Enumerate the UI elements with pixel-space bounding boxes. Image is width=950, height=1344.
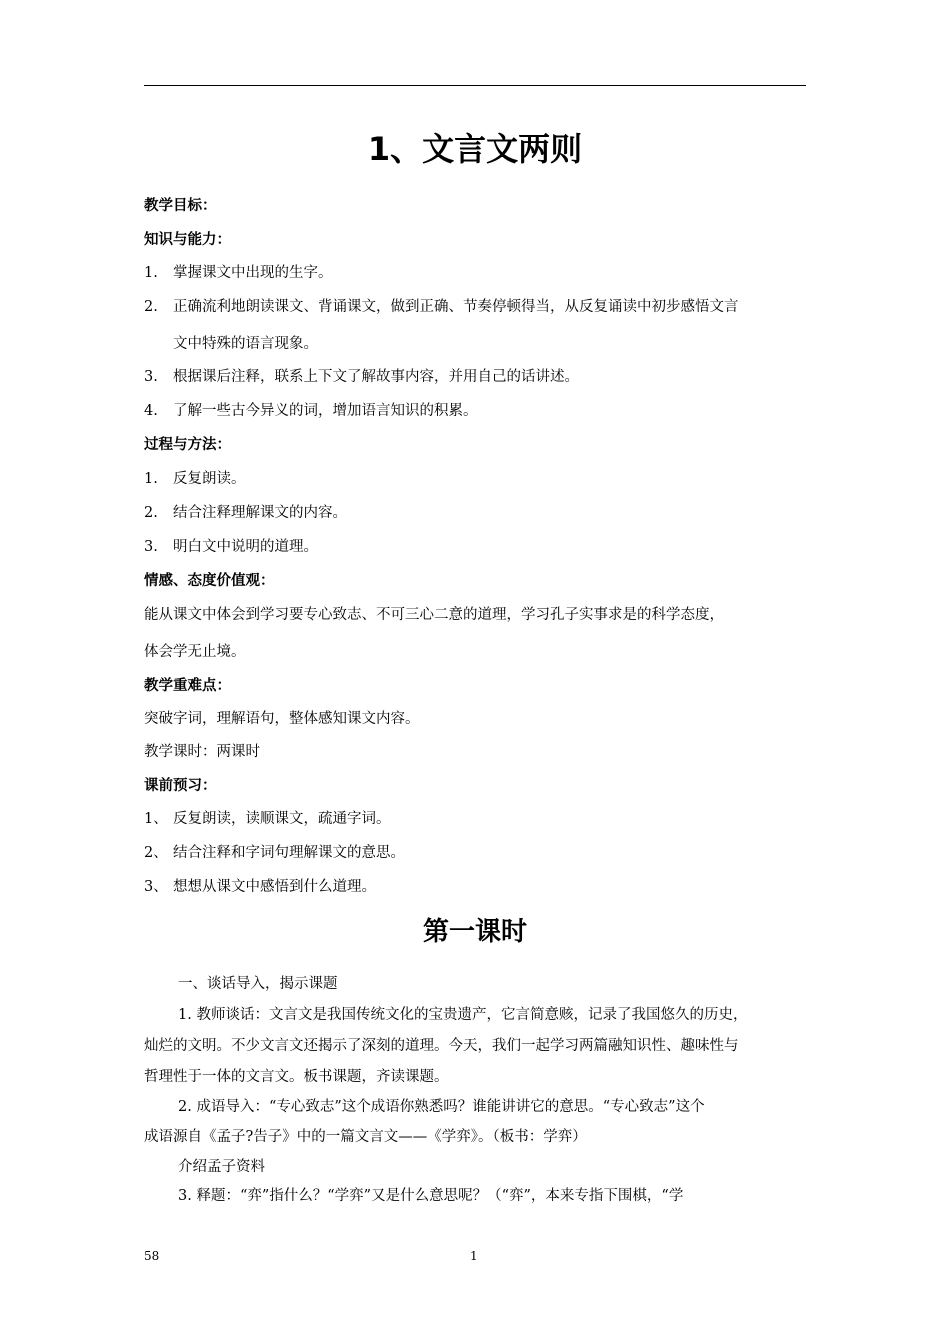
- difficulty-heading: 教学重难点：: [144, 678, 231, 694]
- list-number: 3、: [144, 879, 168, 895]
- list-text: 正确流利地朗读课文、背诵课文，做到正确、节奏停顿得当，从反复诵读中初步感悟文言: [173, 299, 739, 315]
- header-rule: [144, 85, 806, 86]
- emotion-line-2: 体会学无止境。: [144, 644, 246, 660]
- knowledge-item-3: [144, 367, 806, 387]
- process-heading: 过程与方法：: [144, 437, 231, 453]
- process-item-1: [144, 469, 806, 489]
- knowledge-item-2: [144, 297, 806, 317]
- body-line-4: 哲理性于一体的文言文。板书课题，齐读课题。: [144, 1069, 449, 1085]
- list-text: 结合注释和字词句理解课文的意思。: [173, 845, 405, 861]
- list-number: 2.: [144, 505, 158, 521]
- preview-heading: 课前预习：: [144, 778, 217, 794]
- knowledge-item-2-continued: 文中特殊的语言现象。: [173, 336, 318, 352]
- list-text: 明白文中说明的道理。: [173, 539, 318, 555]
- list-text: 了解一些古今异义的词，增加语言知识的积累。: [173, 403, 478, 419]
- body-line-8: 3. 释题：“弈”指什么？“学弈”又是什么意思呢？（“弈”，本来专指下围棋，“学: [178, 1188, 684, 1204]
- list-number: 1、: [144, 811, 168, 827]
- page-number: 1: [470, 1249, 478, 1263]
- list-number: 2.: [144, 299, 158, 315]
- list-text: 反复朗读。: [173, 471, 246, 487]
- list-number: 2、: [144, 845, 168, 861]
- list-number: 3.: [144, 369, 158, 385]
- body-line-3: 灿烂的文明。不少文言文还揭示了深刻的道理。今天，我们一起学习两篇融知识性、趣味性与: [144, 1038, 739, 1054]
- knowledge-item-4: [144, 401, 806, 421]
- preview-item-3: [144, 877, 806, 897]
- list-text: 结合注释理解课文的内容。: [173, 505, 347, 521]
- knowledge-heading: 知识与能力：: [144, 232, 231, 248]
- list-number: 3.: [144, 539, 158, 555]
- preview-item-2: [144, 843, 806, 863]
- body-line-6: 成语源自《孟子?告子》中的一篇文言文——《学弈》。（板书：学弈）: [144, 1129, 587, 1145]
- body-line-2: 1. 教师谈话：文言文是我国传统文化的宝贵遗产，它言简意赅，记录了我国悠久的历史，: [178, 1007, 748, 1023]
- difficulty-text: 突破字词，理解语句，整体感知课文内容。: [144, 711, 420, 727]
- process-item-3: [144, 537, 806, 557]
- list-text: 反复朗读，读顺课文，疏通字词。: [173, 811, 391, 827]
- list-text: 根据课后注释，联系上下文了解故事内容，并用自己的话讲述。: [173, 369, 579, 385]
- list-number: 4.: [144, 403, 158, 419]
- periods-text: 教学课时：两课时: [144, 744, 260, 760]
- list-text: 掌握课文中出现的生字。: [173, 265, 333, 281]
- knowledge-item-1: [144, 263, 806, 283]
- footer-left-number: 58: [144, 1249, 160, 1263]
- document-title: 1、文言文两则: [367, 130, 583, 168]
- objectives-heading: 教学目标：: [144, 198, 217, 214]
- preview-item-1: [144, 809, 806, 829]
- body-line-5: 2. 成语导入：“专心致志”这个成语你熟悉吗？谁能讲讲它的意思。“专心致志”这个: [178, 1099, 705, 1115]
- list-number: 1.: [144, 471, 158, 487]
- section-title: 第一课时: [422, 917, 527, 947]
- emotion-heading: 情感、态度价值观：: [144, 573, 275, 589]
- emotion-line-1: 能从课文中体会到学习要专心致志、不可三心二意的道理，学习孔子实事求是的科学态度，: [144, 607, 724, 623]
- body-line-7: 介绍孟子资料: [178, 1159, 265, 1175]
- list-text: 想想从课文中感悟到什么道理。: [173, 879, 376, 895]
- process-item-2: [144, 503, 806, 523]
- body-line-1: 一、谈话导入，揭示课题: [178, 976, 338, 992]
- list-number: 1.: [144, 265, 158, 281]
